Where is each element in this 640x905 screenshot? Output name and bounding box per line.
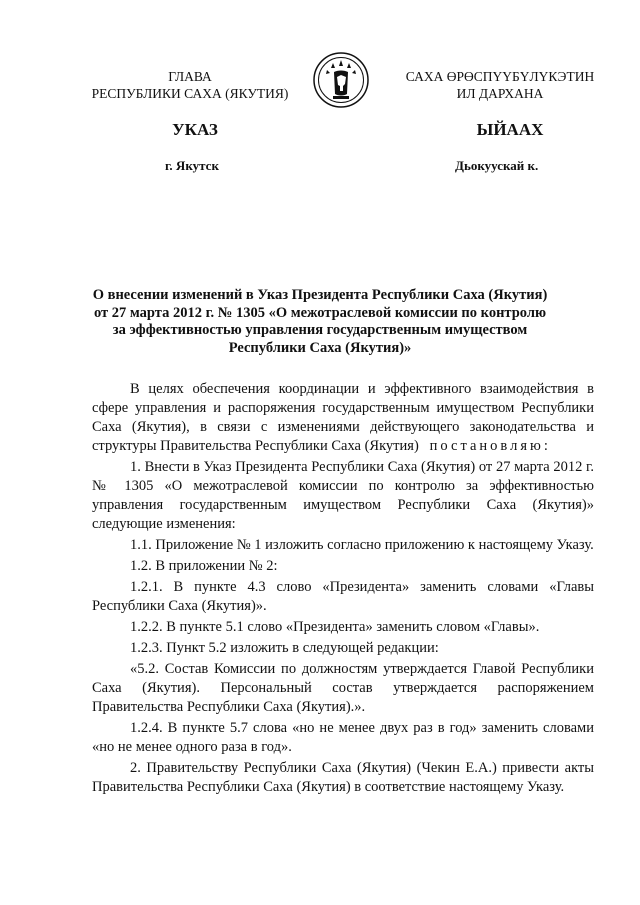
body-paragraph: 1.1. Приложение № 1 изложить согласно приложению к настоящему Указу. [130, 537, 594, 553]
body-paragraph: 2. Правительству Республики Саха (Якутия) (Чекин Е.А.) привести акты Правительства Республики Саха (Якутия) в соответствие настоящему Указу. [92, 760, 594, 795]
body-paragraph: 1. Внести в Указ Президента Республики Саха (Якутия) от 27 марта 2012 г. № 1305 «О межотраслевой комиссии по контролю за эффективностью управления государственным имуществом Республики Саха (Якутия)» следующие изменения: [92, 459, 594, 532]
place-left: г. Якутск [165, 158, 219, 173]
doc-type-right: ЫЙААХ [476, 120, 544, 139]
title-line: за эффективностью управления государственным имуществом [112, 322, 528, 338]
body-paragraph: 1.2. В приложении № 2: [130, 558, 278, 574]
header-right [390, 68, 610, 102]
doc-type-left: УКАЗ [172, 120, 218, 139]
decree-word: постановляю: [429, 438, 551, 454]
title-line: О внесении изменений в Указ Президента Республики Саха (Якутия) [92, 287, 548, 303]
body-paragraph: 1.2.1. В пункте 4.3 слово «Президента» заменить словами «Главы Республики Саха (Якутия)». [92, 579, 594, 614]
document-body [92, 380, 594, 799]
header-left [70, 68, 310, 102]
body-paragraph: 1.2.3. Пункт 5.2 изложить в следующей редакции: [130, 640, 439, 656]
header-right-line1: САХА ӨРӨСПҮҮБҮЛҮКЭТИН [405, 69, 595, 84]
place-right: Дьокуускай к. [455, 158, 539, 173]
body-paragraph [92, 380, 594, 456]
preamble-text: В целях обеспечения координации и эффективного взаимодействия в сфере управления и распоряжения государственным имуществом Республики Саха (Якутия), в связи с изменениями действующего законодательства и структуры Правительства Республики Саха (Якутия) [92, 381, 594, 454]
header-left-line2: РЕСПУБЛИКИ САХА (ЯКУТИЯ) [91, 86, 289, 101]
document-title [90, 287, 550, 357]
title-line: Республики Саха (Якутия)» [228, 339, 412, 356]
body-paragraph: 1.2.2. В пункте 5.1 слово «Президента» заменить словом «Главы». [130, 619, 540, 635]
header-right-line2: ИЛ ДАРХАНА [456, 86, 544, 101]
coat-of-arms-icon [313, 50, 369, 110]
header-left-line1: ГЛАВА [168, 69, 212, 84]
title-line: от 27 марта 2012 г. № 1305 «О межотраслевой комиссии по контролю [93, 304, 547, 321]
body-paragraph: «5.2. Состав Комиссии по должностям утверждается Главой Республики Саха (Якутия). Персональный состав утверждается распоряжением Правительства Республики Саха (Якутия).». [92, 661, 594, 715]
body-paragraph: 1.2.4. В пункте 5.7 слова «но не менее двух раз в год» заменить словами «но не менее одного раза в год». [92, 720, 594, 755]
